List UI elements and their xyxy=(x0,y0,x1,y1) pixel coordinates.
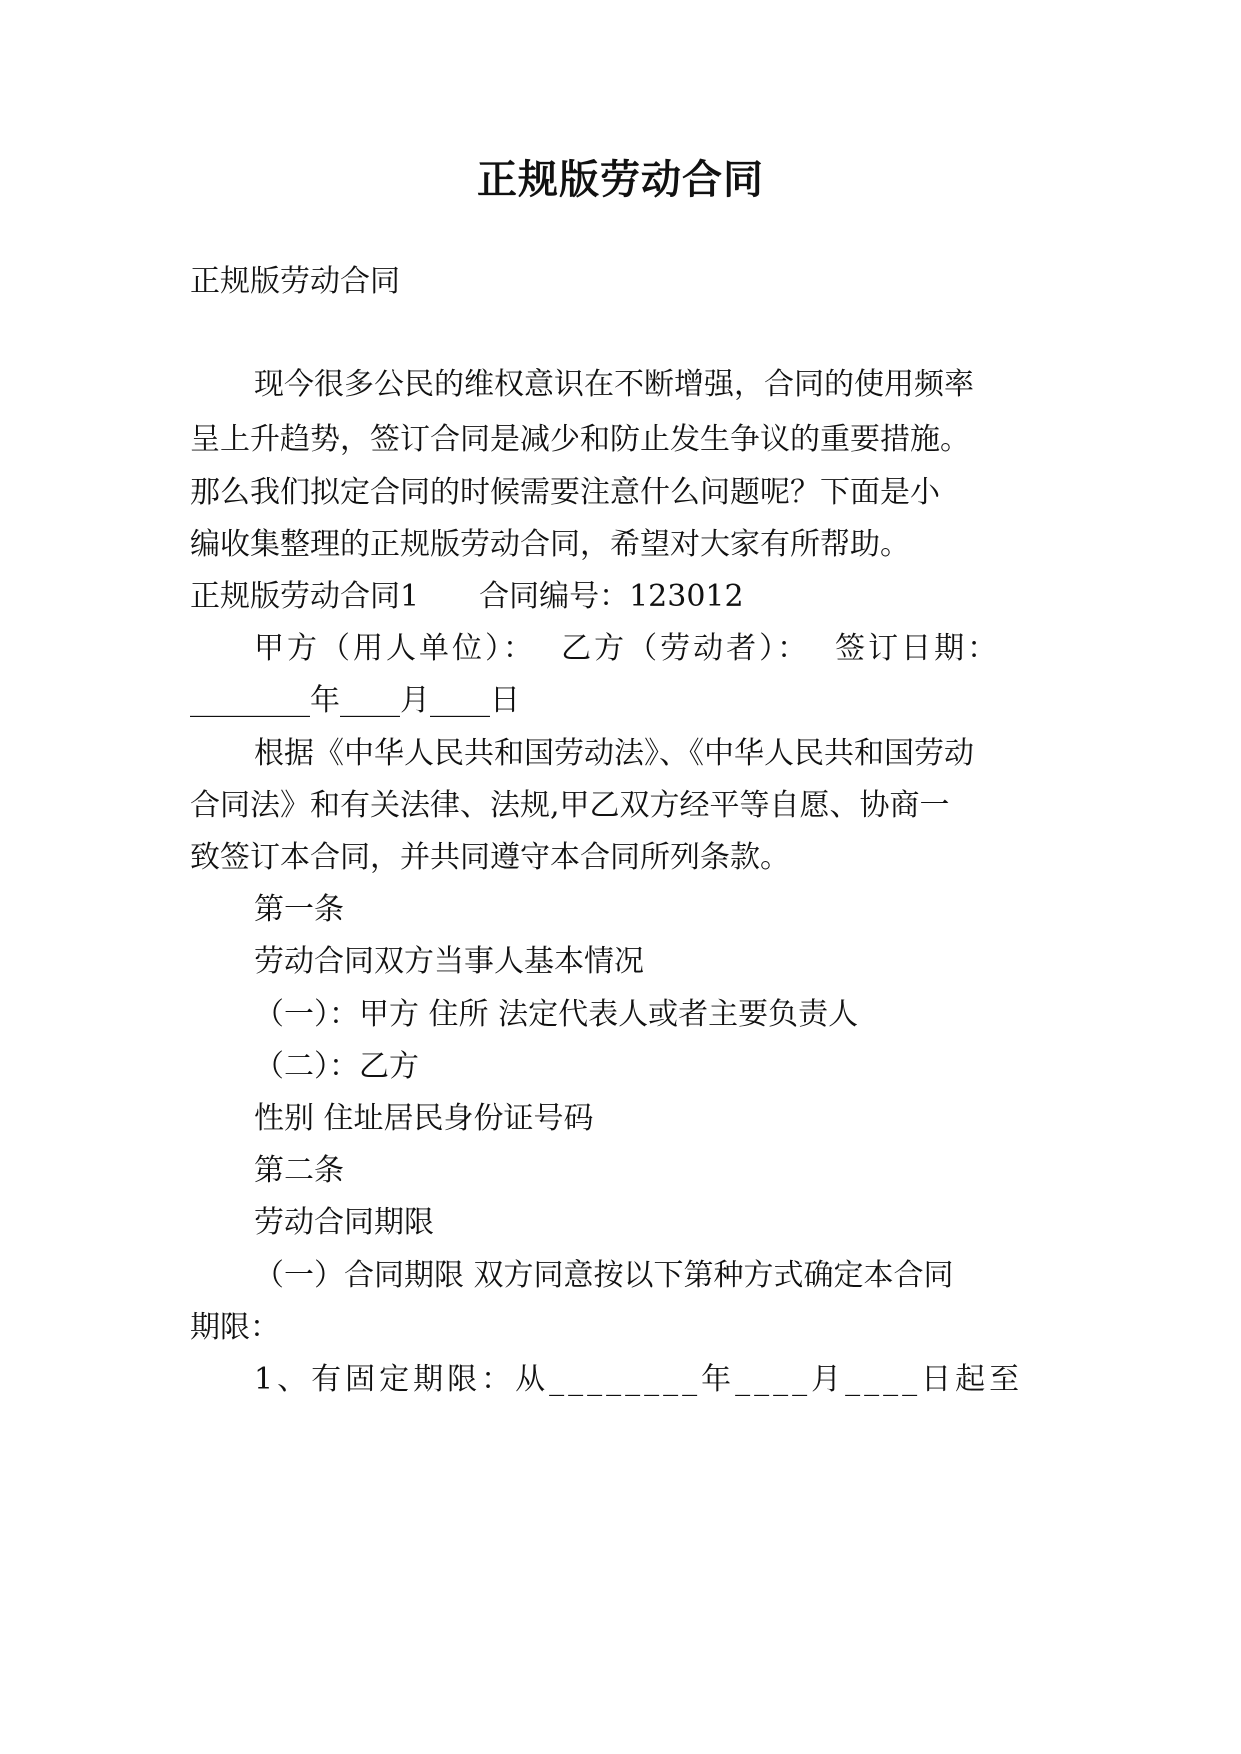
term-paragraph-line-2: 期限： xyxy=(190,1310,280,1345)
intro-paragraph-line-4: 编收集整理的正规版劳动合同，希望对大家有所帮助。 xyxy=(190,527,910,562)
date-blank-line: ________年____月____日 xyxy=(190,683,520,718)
party-a-info: （一）：甲方 住所 法定代表人或者主要负责人 xyxy=(254,997,859,1032)
doc-subtitle: 正规版劳动合同 xyxy=(190,264,400,299)
parties-line: 甲方（用人单位）： 乙方（劳动者）： 签订日期： xyxy=(254,631,1001,666)
basis-paragraph-line-3: 致签订本合同，并共同遵守本合同所列条款。 xyxy=(190,840,790,875)
article-2-title: 劳动合同期限 xyxy=(254,1205,434,1240)
intro-paragraph-line-3: 那么我们拟定合同的时候需要注意什么问题呢？下面是小 xyxy=(190,475,940,510)
article-1-title: 劳动合同双方当事人基本情况 xyxy=(254,944,644,979)
basis-paragraph-line-1: 根据《中华人民共和国劳动法》、《中华人民共和国劳动 xyxy=(254,736,974,771)
intro-paragraph-line-2: 呈上升趋势，签订合同是减少和防止发生争议的重要措施。 xyxy=(190,422,970,457)
basis-paragraph-line-2: 合同法》和有关法律、法规,甲乙双方经平等自愿、协商一 xyxy=(190,788,950,823)
contract-number-line: 正规版劳动合同1 合同编号：123012 xyxy=(190,579,744,614)
term-paragraph-line-1: （一）合同期限 双方同意按以下第种方式确定本合同 xyxy=(254,1258,954,1293)
article-1-heading: 第一条 xyxy=(254,892,344,927)
party-b-info: （二）：乙方 xyxy=(254,1049,419,1084)
party-b-details: 性别 住址居民身份证号码 xyxy=(254,1101,594,1136)
intro-paragraph-line-1: 现今很多公民的维权意识在不断增强，合同的使用频率 xyxy=(254,367,974,402)
article-2-heading: 第二条 xyxy=(254,1153,344,1188)
document-title: 正规版劳动合同 xyxy=(477,157,764,203)
fixed-term-line: 1、有固定期限：从________年____月____日起至 xyxy=(254,1362,1024,1397)
